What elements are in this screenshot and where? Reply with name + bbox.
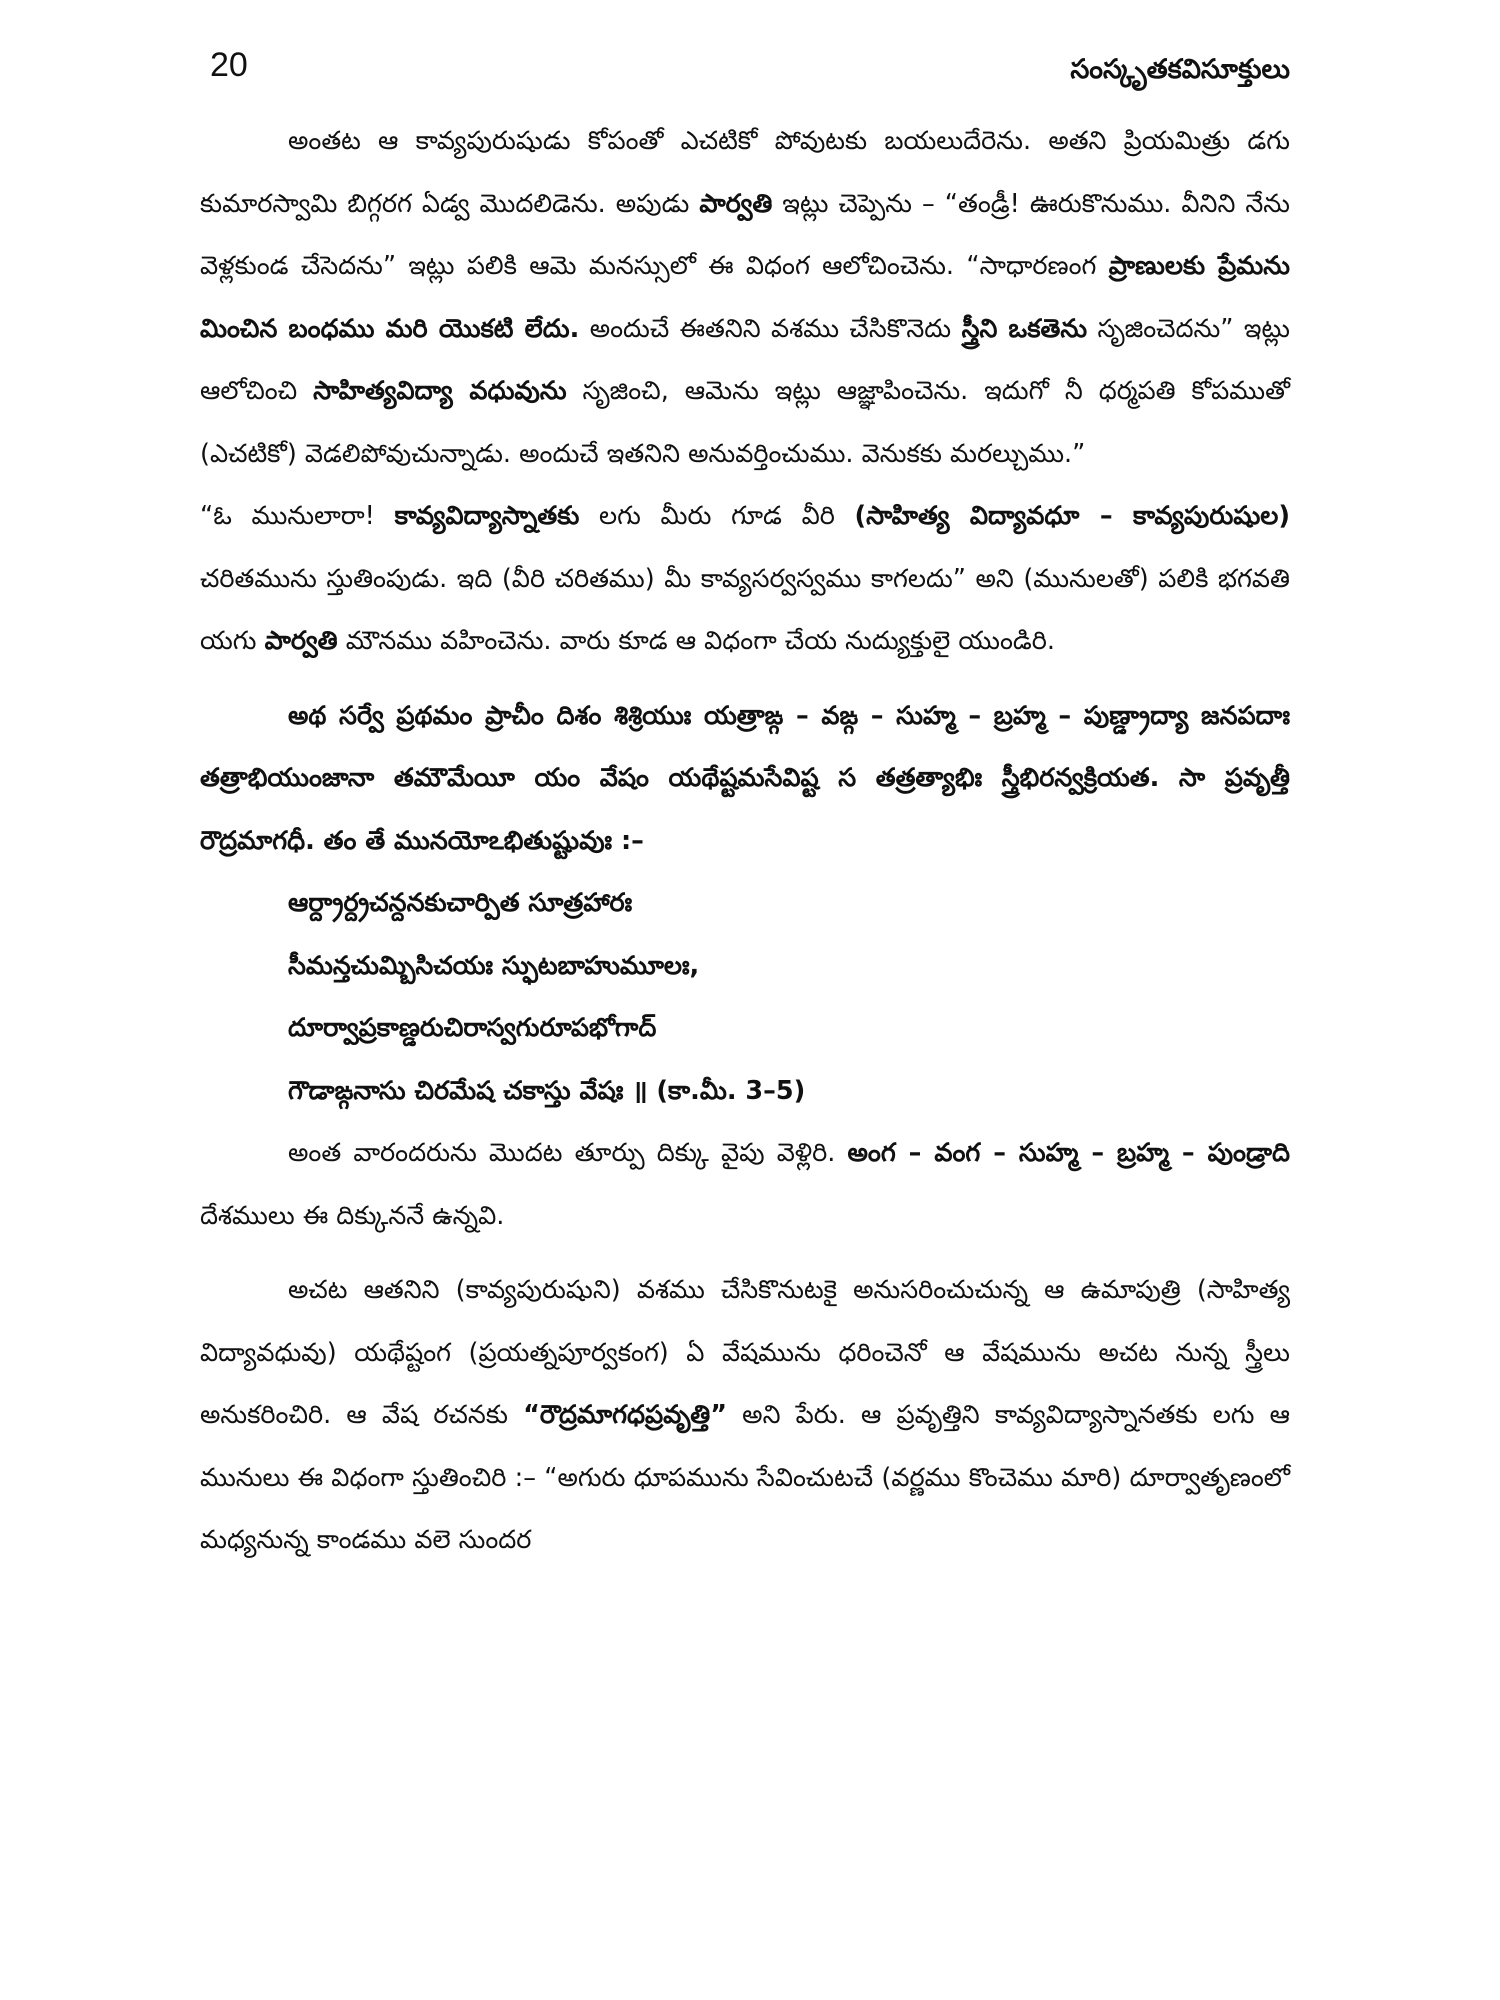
book-page [200, 40, 1290, 1980]
running-head-title: సంస్కృతకవిసూక్తులు [1070, 54, 1290, 85]
page-header [200, 40, 1290, 110]
bold-text: అంగ – వంగ – సుహ్మ – బ్రహ్మ – పుండ్రాది [847, 1138, 1290, 1168]
text: అచట ఆతనిని (కావ్యపురుషుని) వశము చేసికొనుటకై అనుసరించుచున్న ఆ ఉమాపుత్రి (సాహిత్య విద్యావధువు) యథేష్టంగ (ప్రయత్నపూర్వకంగ) ఏ వేషమును ధరించెనో ఆ వేషమును అచట నున్న స్త్రీలు అనుకరించిరి. ఆ వేష రచనకు [200, 1275, 1290, 1430]
paragraph-1 [200, 110, 1290, 485]
text: అంత వారందరును మొదట తూర్పు దిక్కు వైపు వెళ్లిరి. [288, 1138, 848, 1168]
text: సృజించి, ఆమెను ఇట్లు ఆజ్ఞాపించెను. ఇదుగో నీ ధర్మపతి కోపముతో (ఎచటికో) వెడలిపోవుచున్నాడు. అందుచే ఇతనిని అనువర్తించుము. వెనుకకు మరల్చుము.” [200, 376, 1290, 469]
bold-text: స్త్రీని ఒకతెను [961, 313, 1088, 344]
bold-text: పార్వతి [699, 188, 773, 219]
text: లగు మీరు గూడ వీరి [579, 501, 855, 531]
body-text [200, 110, 1290, 1572]
text: “ఓ మునులారా! [200, 501, 395, 531]
text: అందుచే ఈతనిని వశము చేసికొనెదు [579, 313, 962, 344]
text: మౌనము వహించెను. వారు కూడ ఆ విధంగా చేయ నుద్యుక్తులై యుండిరి. [337, 626, 1055, 656]
bold-text: సాహిత్యవిద్యా వధువును [313, 376, 567, 406]
paragraph-4 [200, 1122, 1290, 1247]
text: అంతట ఆ కావ్యపురుషుడు కోపంతో ఎచటికో పోవుటకు బయలుదేరెను. అతని ప్రియమిత్రు డగు కుమారస్వామి బిగ్గరగ ఏడ్వ మొదలిడెను. అపుడు [200, 126, 1290, 219]
page-number: 20 [210, 46, 248, 84]
verse-line-2: సీమన్తచుమ్బిసిచయః స్ఫుటబాహుమూలః, [288, 950, 700, 981]
sanskrit-verse [200, 872, 1290, 1122]
bold-text: (సాహిత్య విద్యావధూ – కావ్యపురుషుల) [854, 501, 1291, 531]
bold-text: ప్రాణులకు ప్రేమను మించిన బంధము మరి యొకటి లేదు. [200, 251, 1291, 344]
bold-text: “రౌద్రమాగధప్రవృత్తి” [523, 1400, 728, 1430]
verse-line-3: దూర్వాప్రకాణ్డరుచిరాస్వగురూపభోగాద్ [288, 1013, 657, 1043]
bold-text: పార్వతి [264, 626, 338, 656]
text: ఇట్లు చెప్పెను – “తండ్రీ! ఊరుకొనుము. వీనిని నేను వెళ్లకుండ చేసెదను” ఇట్లు పలికి ఆమె మనస్సులో ఈ విధంగ ఆలోచించెను. “సాధారణంగ [200, 188, 1290, 281]
verse-line-1: ఆర్ద్రార్ద్రచన్దనకుచార్పిత సూత్రహారః [288, 888, 633, 918]
verse-line-4: గౌడాఙ్గనాసు చిరమేష చకాస్తు వేషః ॥ (కా.మీ. 3–5) [288, 1075, 806, 1106]
text: చరితమును స్తుతింపుడు. ఇది (వీరి చరితము) మీ కావ్యసర్వస్వము కాగలదు” అని (మునులతో) పలికి భగవతి యగు [200, 563, 1290, 656]
bold-text: కావ్యవిద్యాస్నాతకు [394, 501, 580, 531]
paragraph-2 [200, 485, 1290, 673]
text: దేశములు ఈ దిక్కుననే ఉన్నవి. [200, 1200, 505, 1231]
sanskrit-prose-paragraph: అథ సర్వే ప్రథమం ప్రాచీం దిశం శిశ్రియుః యత్రాఙ్గ – వఙ్గ – సుహ్మ – బ్రహ్మ – పుణ్డ్రాద్యా జనపదాః తత్రాభియుంజానా తమౌమేయీ యం వేషం యథేష్టమసేవిష్ట స తత్రత్యాభిః స్త్రీభిరన్వక్రియత. సా ప్రవృత్తీ రౌద్రమాగధీ. తం తే మునయోఽభితుష్టువుః :– [200, 700, 1290, 856]
paragraph-5 [200, 1259, 1290, 1572]
text: అని పేరు. ఆ ప్రవృత్తిని కావ్యవిద్యాస్నానతకు లగు ఆ మునులు ఈ విధంగా స్తుతించిరి :– “అగురు ధూపమును సేవించుటచే (వర్ణము కొంచెము మారి) దూర్వాతృణంలో మధ్యనున్న కాండము వలె సుందర [200, 1400, 1290, 1555]
text: సృజించెదను” ఇట్లు ఆలోచించి [200, 313, 1290, 406]
